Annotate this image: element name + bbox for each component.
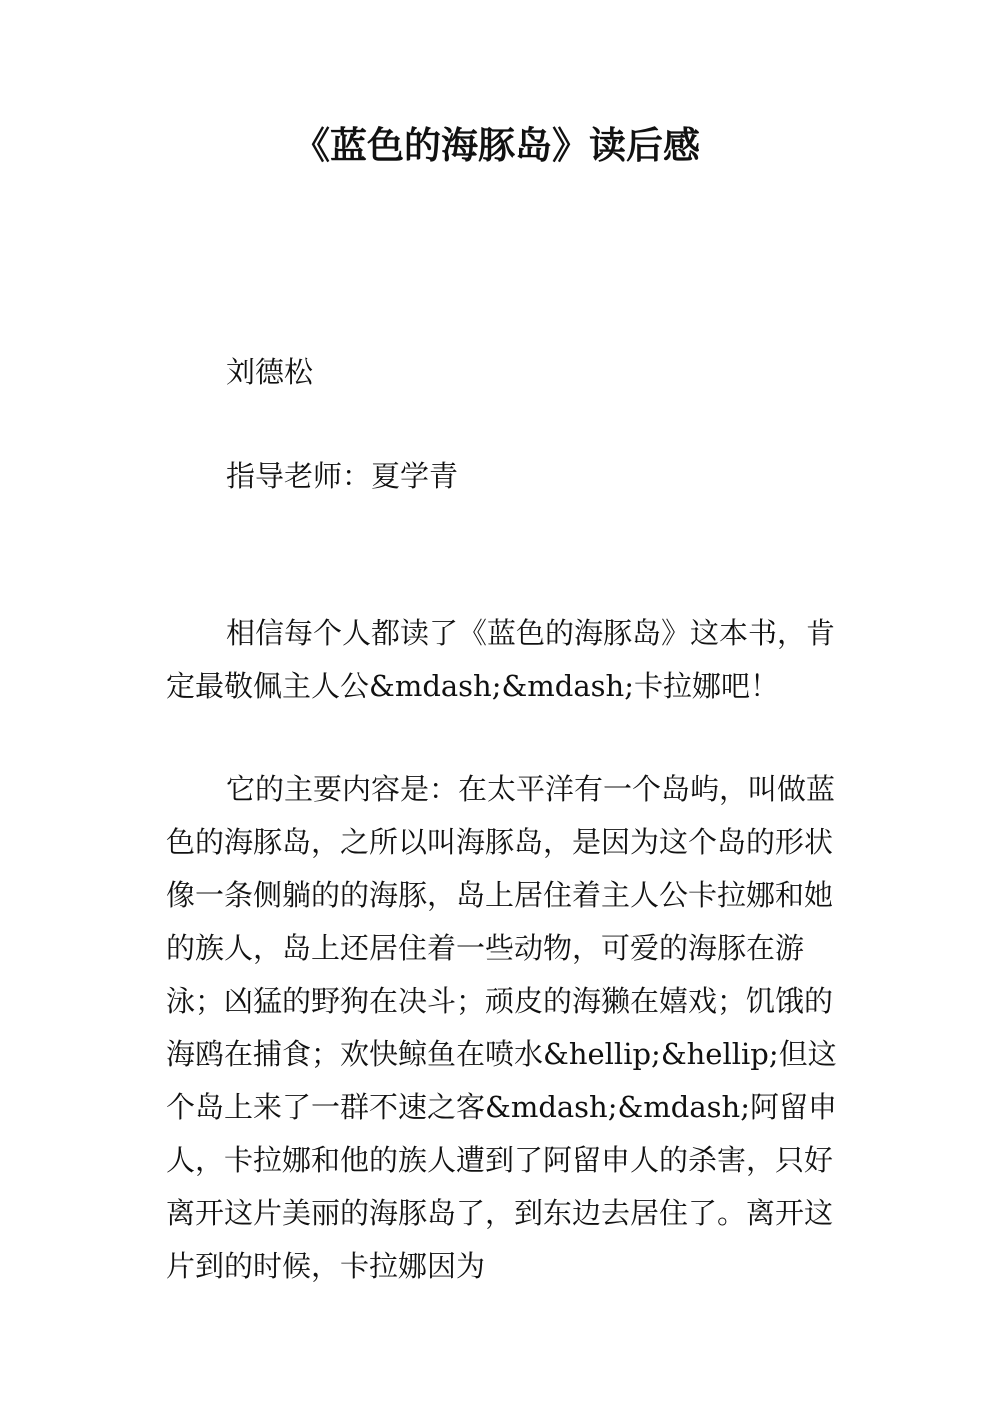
advisor-line: 指导老师：夏学青 xyxy=(226,459,459,493)
author-name: 刘德松 xyxy=(226,355,314,389)
paragraph-summary: 它的主要内容是：在太平洋有一个岛屿，叫做蓝色的海豚岛，之所以叫海豚岛，是因为这个岛的形状像一条侧躺的的海豚，岛上居住着主人公卡拉娜和她的族人，岛上还居住着一些动物，可爱的海豚在游泳；凶猛的野狗在决斗；顽皮的海獭在嬉戏；饥饿的海鸥在捕食；欢快鲸鱼在喷水&hellip;&hellip;但这个岛上来了一群不速之客&mdash;&mdash;阿留申人，卡拉娜和他的族人遭到了阿留申人的杀害，只好离开这片美丽的海豚岛了，到东边去居住了。离开这片到的时候，卡拉娜因为 xyxy=(166,772,837,1283)
document-title: 《蓝色的海豚岛》读后感 xyxy=(293,124,700,167)
paragraph-intro: 相信每个人都读了《蓝色的海豚岛》这本书，肯定最敬佩主人公&mdash;&mdash;卡拉娜吧！ xyxy=(166,616,836,703)
